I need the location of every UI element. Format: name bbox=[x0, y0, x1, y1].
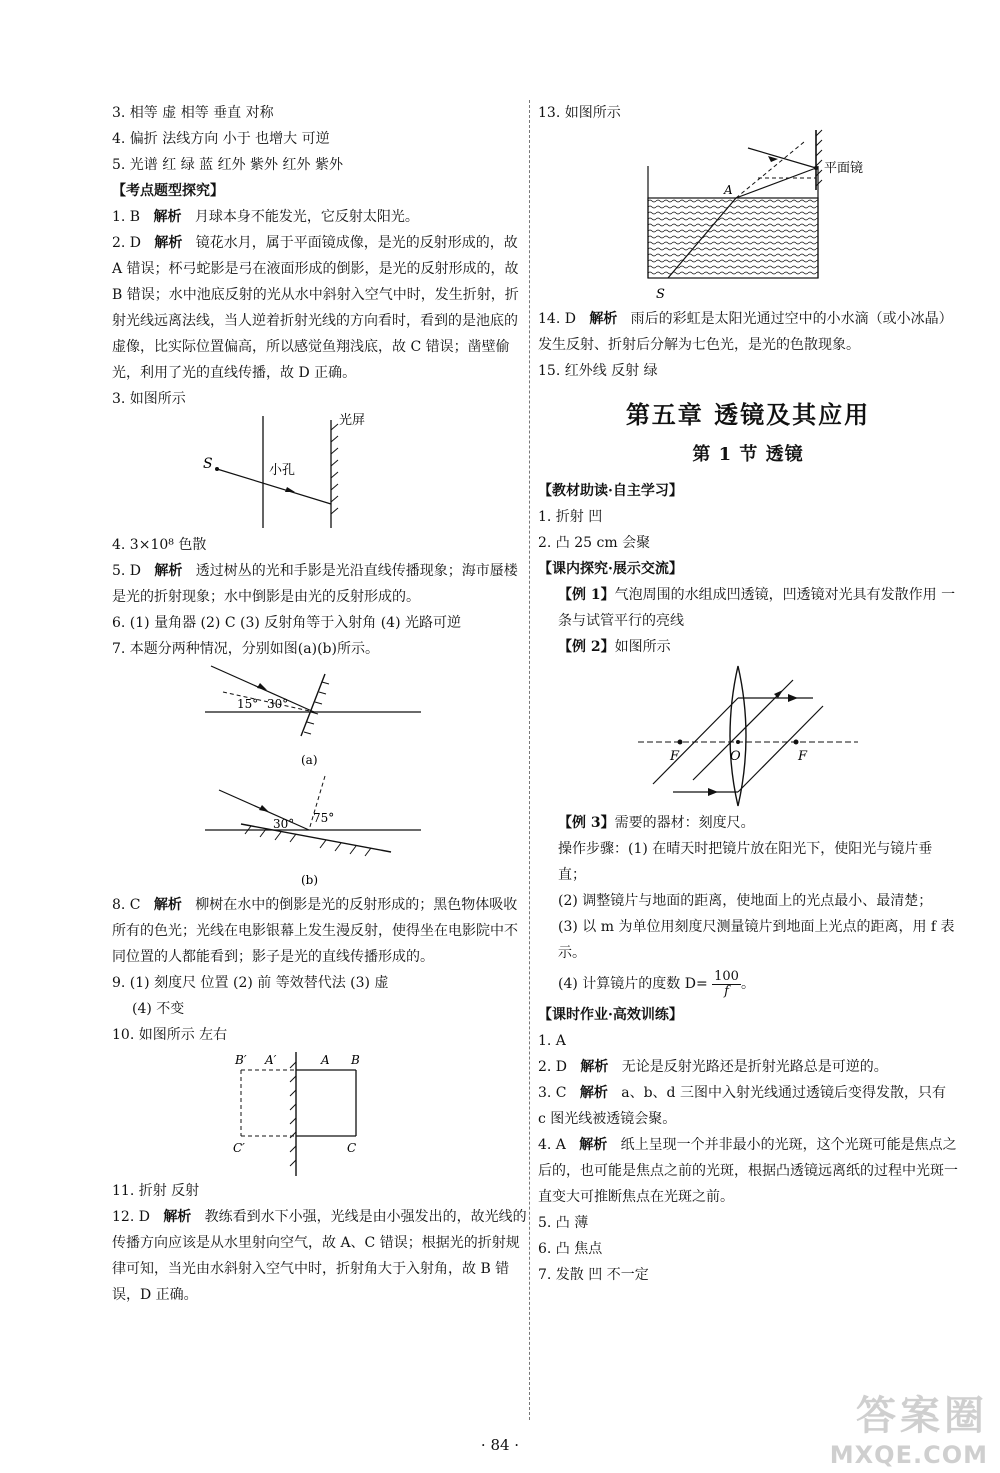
svg-text:A: A bbox=[724, 183, 733, 197]
left-column bbox=[112, 100, 530, 1308]
answer-item: 14. D 解析 雨后的彩虹是太阳光通过空中的小水滴（或小冰晶）发生反射、折射后分解为七色光，是光的色散现象。 bbox=[538, 311, 953, 353]
hole-label: 小孔 bbox=[269, 463, 296, 478]
svg-text:30°: 30° bbox=[273, 817, 295, 831]
answer-line: 2. 凸 25 cm 会聚 bbox=[538, 535, 651, 551]
step-item: 操作步骤：(1) 在晴天时把镜片放在阳光下，使阳光与镜片垂直； bbox=[558, 841, 933, 883]
answer-line: 9. (1) 刻度尺 位置 (2) 前 等效替代法 (3) 虚 bbox=[112, 975, 389, 991]
answer-line: 4. 3×10⁸ 色散 bbox=[112, 537, 207, 553]
answer-line: 11. 折射 反射 bbox=[112, 1183, 200, 1199]
answer-line: 10. 如图所示 左右 bbox=[112, 1027, 228, 1043]
answer-line: 6. 凸 焦点 bbox=[538, 1241, 603, 1257]
step-item: (4) 计算镜片的度数 D= $\frac{100}{f}$ 。 bbox=[558, 968, 755, 999]
svg-text:15°: 15° bbox=[237, 697, 259, 711]
section-header: 【教材助读·自主学习】 bbox=[538, 483, 683, 499]
lens-figure bbox=[618, 660, 878, 810]
answer-item: 1. B 解析 月球本身不能发光，它反射太阳光。 bbox=[112, 209, 419, 225]
source-label: S bbox=[203, 456, 213, 472]
section-header: 【课时作业·高效训练】 bbox=[538, 1007, 683, 1023]
step-item: (2) 调整镜片与地面的距离，使地面上的光点最小、最清楚； bbox=[558, 893, 933, 909]
answer-line: 3. 如图所示 bbox=[112, 391, 186, 407]
example-item: 【例 2】如图所示 bbox=[558, 639, 671, 655]
caption-b: (b) bbox=[301, 873, 319, 887]
reflection-figure-b bbox=[201, 772, 441, 892]
example-item: 【例 1】气泡周围的水组成凹透镜，凹透镜对光具有发散作用 一条与试管平行的亮线 bbox=[558, 587, 956, 629]
pinhole-figure bbox=[191, 412, 451, 532]
svg-text:B: B bbox=[351, 1053, 360, 1067]
screen-label: 光屏 bbox=[339, 413, 366, 428]
svg-text:C′: C′ bbox=[233, 1141, 245, 1155]
answer-item: 12. D 解析 教练看到水下小强，光线是由小强发出的，故光线的传播方向应该是从水里射向空气，故 A、C 错误；根据光的折射规律可知，当光由水斜射入空气中时，折射角大于入射角，故 B 错误，D 正确。 bbox=[112, 1209, 527, 1303]
answer-line: (4) 不变 bbox=[132, 1001, 185, 1017]
reflection-figure-a bbox=[201, 662, 441, 772]
svg-text:B′: B′ bbox=[235, 1053, 247, 1067]
answer-line: 3. 相等 虚 相等 垂直 对称 bbox=[112, 105, 274, 121]
svg-text:O: O bbox=[730, 749, 741, 764]
page-number: · 84 · bbox=[480, 1436, 520, 1454]
mirror-label: 平面镜 bbox=[824, 161, 864, 176]
answer-line: 7. 本题分两种情况，分别如图(a)(b)所示。 bbox=[112, 641, 379, 657]
watermark: 答案圈 MXQE.COM bbox=[829, 1393, 988, 1469]
mirror-image-figure bbox=[221, 1048, 421, 1178]
answer-line: 1. 折射 凹 bbox=[538, 509, 603, 525]
caption-a: (a) bbox=[301, 753, 318, 767]
right-column bbox=[538, 100, 958, 1288]
answer-line: 5. 凸 薄 bbox=[538, 1215, 589, 1231]
step-item: (3) 以 m 为单位用刻度尺测量镜片到地面上光点的距离，用 f 表示。 bbox=[558, 919, 955, 961]
answer-item: 3. C 解析 a、b、d 三图中入射光线通过透镜后变得发散，只有 c 图光线被透镜会聚。 bbox=[538, 1085, 946, 1127]
answer-line: 5. 光谱 红 绿 蓝 红外 紫外 红外 紫外 bbox=[112, 157, 343, 173]
answer-item: 2. D 解析 无论是反射光路还是折射光路总是可逆的。 bbox=[538, 1059, 888, 1075]
answer-item: 8. C 解析 柳树在水中的倒影是光的反射形成的；黑色物体吸收所有的色光；光线在电影银幕上发生漫反射，使得坐在电影院中不同位置的人都能看到；影子是光的直线传播形成的。 bbox=[112, 897, 518, 965]
answer-item: 6. (1) 量角器 (2) C (3) 反射角等于入射角 (4) 光路可逆 bbox=[112, 615, 461, 631]
svg-text:A′: A′ bbox=[265, 1053, 277, 1067]
answer-item: 4. A 解析 纸上呈现一个并非最小的光斑，这个光斑可能是焦点之后的，也可能是焦点之前的光斑，根据凸透镜远离纸的过程中光斑一直变大可推断焦点在光斑之前。 bbox=[538, 1137, 958, 1205]
section-title: 第 1 节 透镜 bbox=[692, 444, 804, 465]
svg-text:75°: 75° bbox=[313, 811, 335, 825]
svg-text:A: A bbox=[321, 1053, 330, 1067]
water-mirror-figure bbox=[608, 126, 888, 306]
chapter-title: 第五章 透镜及其应用 bbox=[625, 400, 871, 429]
answer-line: 1. A bbox=[538, 1033, 566, 1049]
answer-line: 13. 如图所示 bbox=[538, 105, 621, 121]
answer-line: 7. 发散 凹 不一定 bbox=[538, 1267, 649, 1283]
svg-text:C: C bbox=[347, 1141, 357, 1155]
answer-item: 2. D 解析 镜花水月，属于平面镜成像，是光的反射形成的，故 A 错误；杯弓蛇影是弓在液面形成的倒影，是光的反射形成的，故 B 错误；水中池底反射的光从水中斜射入空气中时，发生折射，折射光线远离法线，当人逆着折射光线的方向看时，看到的是池底的虚像，比实际位置偏高，所以感觉鱼翔浅底，故 C 错误；凿壁偷光，利用了光的直线传播，故 D 正确。 bbox=[112, 235, 519, 381]
section-header: 【课内探究·展示交流】 bbox=[538, 561, 683, 577]
svg-text:S: S bbox=[656, 287, 665, 302]
answer-line: 4. 偏折 法线方向 小于 也增大 可逆 bbox=[112, 131, 330, 147]
answer-line: 15. 红外线 反射 绿 bbox=[538, 363, 658, 379]
svg-text:30°: 30° bbox=[267, 697, 289, 711]
section-header: 【考点题型探究】 bbox=[112, 183, 224, 199]
svg-text:F: F bbox=[670, 749, 680, 764]
svg-text:F: F bbox=[798, 749, 808, 764]
example-item: 【例 3】需要的器材：刻度尺。 bbox=[558, 815, 755, 831]
answer-item: 5. D 解析 透过树丛的光和手影是光沿直线传播现象；海市蜃楼是光的折射现象；水中倒影是由光的反射形成的。 bbox=[112, 563, 518, 605]
